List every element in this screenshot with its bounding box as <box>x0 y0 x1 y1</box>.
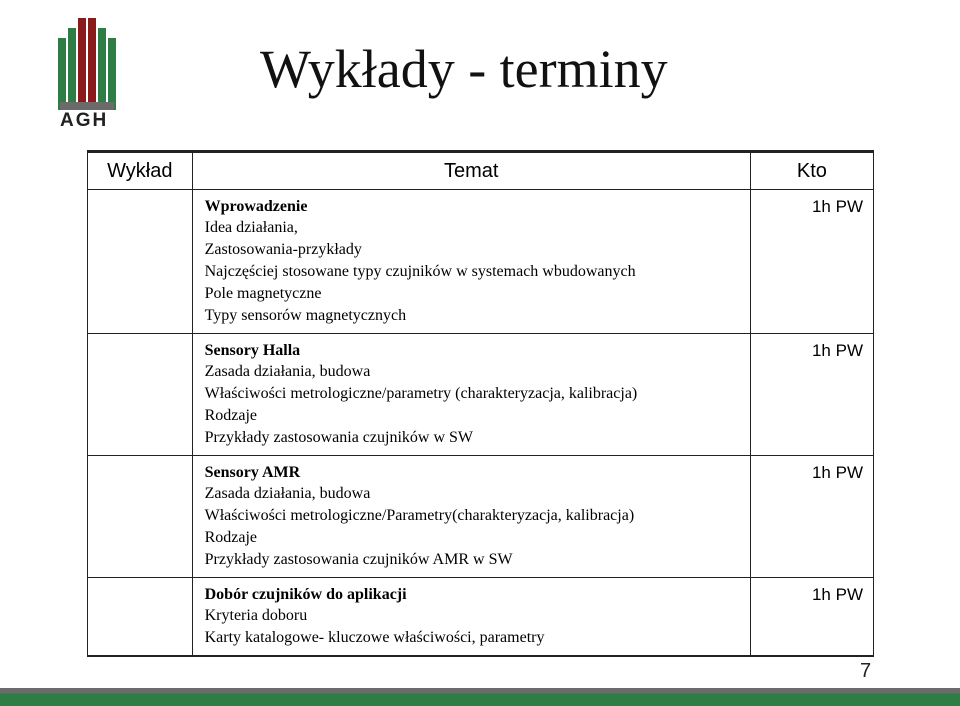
table-header-row <box>88 152 874 190</box>
table-row <box>88 334 874 456</box>
topic-line: Właściwości metrologiczne/parametry (charakteryzacja, kalibracja) <box>204 385 638 402</box>
topic-line: Najczęściej stosowane typy czujników w systemach wbudowanych <box>204 263 636 280</box>
topic-line: Zastosowania-przykłady <box>204 241 362 258</box>
topic-line: Przykłady zastosowania czujników w SW <box>204 429 473 446</box>
wyklad-cell <box>88 190 193 334</box>
topic-line: Typy sensorów magnetycznych <box>204 307 407 324</box>
topic-cell <box>192 578 750 657</box>
topic-line: Zasada działania, budowa <box>204 363 371 380</box>
topic-title: Wprowadzenie <box>204 198 308 215</box>
topic-line: Właściwości metrologiczne/Parametry(charakteryzacja, kalibracja) <box>204 507 635 524</box>
slide-number: 7 <box>860 660 872 682</box>
kto-cell: 1h PW <box>750 190 873 334</box>
wyklad-cell <box>88 578 193 657</box>
topic-title: Dobór czujników do aplikacji <box>204 586 407 603</box>
topic-line: Idea działania, <box>204 219 298 236</box>
table-row <box>88 578 874 657</box>
topic-cell <box>192 456 750 578</box>
kto-cell: 1h PW <box>750 334 873 456</box>
topic-line: Przykłady zastosowania czujników AMR w SW <box>204 551 513 568</box>
table-row <box>88 190 874 334</box>
topic-line: Zasada działania, budowa <box>204 485 371 502</box>
header-wyklad: Wykład <box>88 152 193 190</box>
wyklad-cell <box>88 334 193 456</box>
agh-logo-text: AGH <box>60 110 109 131</box>
page-title: Wykłady - terminy <box>260 39 668 99</box>
wyklad-cell <box>88 456 193 578</box>
topic-line: Pole magnetyczne <box>204 285 322 302</box>
header-temat: Temat <box>192 152 750 190</box>
topic-title: Sensory AMR <box>204 464 301 481</box>
table-row <box>88 456 874 578</box>
topic-line: Rodzaje <box>204 407 258 424</box>
topic-cell <box>192 190 750 334</box>
topic-cell <box>192 334 750 456</box>
topic-line: Rodzaje <box>204 529 258 546</box>
topic-line: Karty katalogowe- kluczowe właściwości, parametry <box>204 629 545 646</box>
schedule-table <box>87 150 874 657</box>
kto-cell: 1h PW <box>750 456 873 578</box>
footer-bar <box>0 688 960 706</box>
topic-line: Kryteria doboru <box>204 607 308 624</box>
kto-cell: 1h PW <box>750 578 873 657</box>
header-kto: Kto <box>750 152 873 190</box>
topic-title: Sensory Halla <box>204 342 301 359</box>
